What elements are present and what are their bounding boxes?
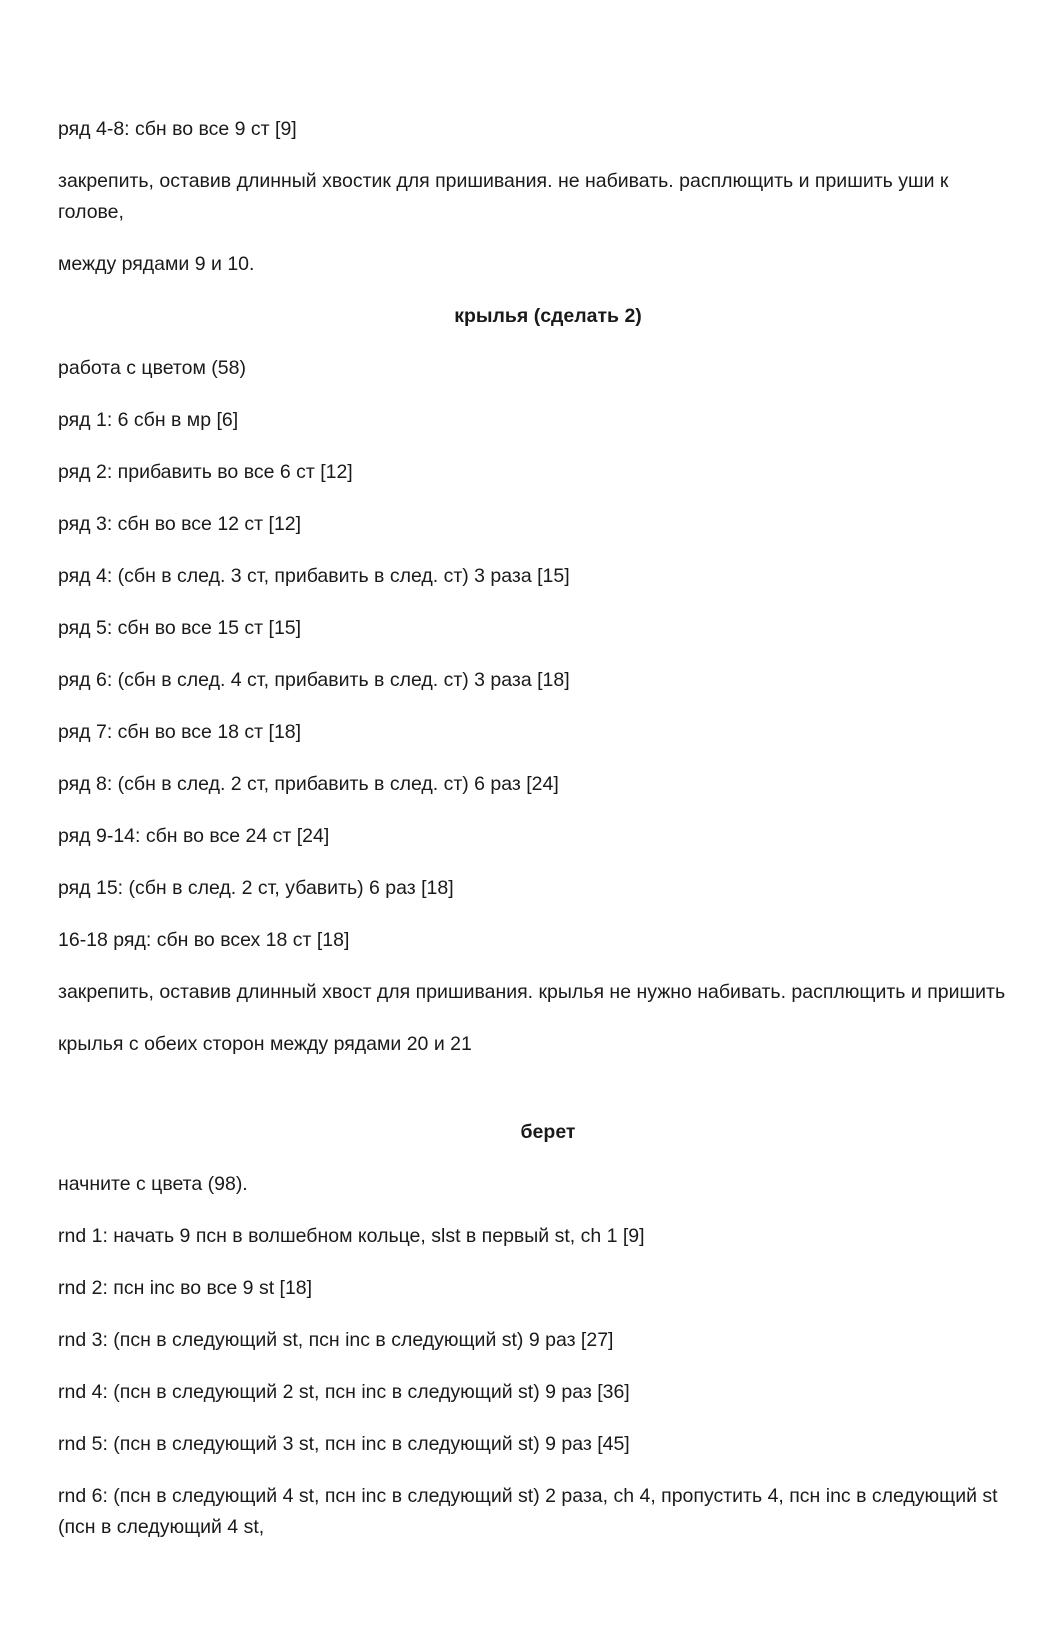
wings-row: ряд 8: (сбн в след. 2 ст, прибавить в след. ст) 6 раз [24] <box>58 773 559 795</box>
ears-attach-position: между рядами 9 и 10. <box>58 253 255 275</box>
wings-row: ряд 5: сбн во все 15 ст [15] <box>58 617 302 639</box>
ears-fasten-instruction: закрепить, оставив длинный хвостик для пришивания. не набивать. расплющить и пришить уши к голове, <box>58 170 949 223</box>
beret-row: rnd 6: (псн в следующий 4 st, псн inc в следующий st) 2 раза, ch 4, пропустить 4, псн inc в следующий st (псн в следующий 4 st, <box>58 1485 998 1538</box>
beret-row: rnd 1: начать 9 псн в волшебном кольце, slst в первый st, ch 1 [9] <box>58 1225 645 1247</box>
wings-row: ряд 3: сбн во все 12 ст [12] <box>58 513 302 535</box>
wings-fasten-instruction: закрепить, оставив длинный хвост для пришивания. крылья не нужно набивать. расплющить и пришить <box>58 981 1006 1003</box>
beret-row: rnd 5: (псн в следующий 3 st, псн inc в следующий st) 9 раз [45] <box>58 1433 630 1455</box>
wings-row: ряд 7: сбн во все 18 ст [18] <box>58 721 302 743</box>
beret-row: rnd 2: псн inc во все 9 st [18] <box>58 1277 313 1299</box>
document-page <box>58 114 1018 1564</box>
wings-row: ряд 15: (сбн в след. 2 ст, убавить) 6 раз [18] <box>58 877 454 899</box>
wings-row: ряд 4: (сбн в след. 3 ст, прибавить в след. ст) 3 раза [15] <box>58 565 570 587</box>
beret-color: начните с цвета (98). <box>58 1173 248 1195</box>
wings-row: ряд 2: прибавить во все 6 ст [12] <box>58 461 353 483</box>
wings-row: ряд 1: 6 сбн в мр [6] <box>58 409 239 431</box>
beret-heading: берет <box>520 1121 576 1143</box>
wings-row: 16-18 ряд: сбн во всех 18 ст [18] <box>58 929 350 951</box>
wings-row: ряд 9-14: сбн во все 24 ст [24] <box>58 825 330 847</box>
beret-row: rnd 4: (псн в следующий 2 st, псн inc в следующий st) 9 раз [36] <box>58 1381 630 1403</box>
wings-row: ряд 6: (сбн в след. 4 ст, прибавить в след. ст) 3 раза [18] <box>58 669 570 691</box>
beret-row: rnd 3: (псн в следующий st, псн inc в следующий st) 9 раз [27] <box>58 1329 614 1351</box>
ears-row-4-8: ряд 4-8: сбн во все 9 ст [9] <box>58 118 297 140</box>
wings-attach-position: крылья с обеих сторон между рядами 20 и 21 <box>58 1033 472 1055</box>
section-spacer <box>58 1081 1018 1117</box>
wings-color: работа с цветом (58) <box>58 357 246 379</box>
wings-heading: крылья (сделать 2) <box>454 305 642 327</box>
